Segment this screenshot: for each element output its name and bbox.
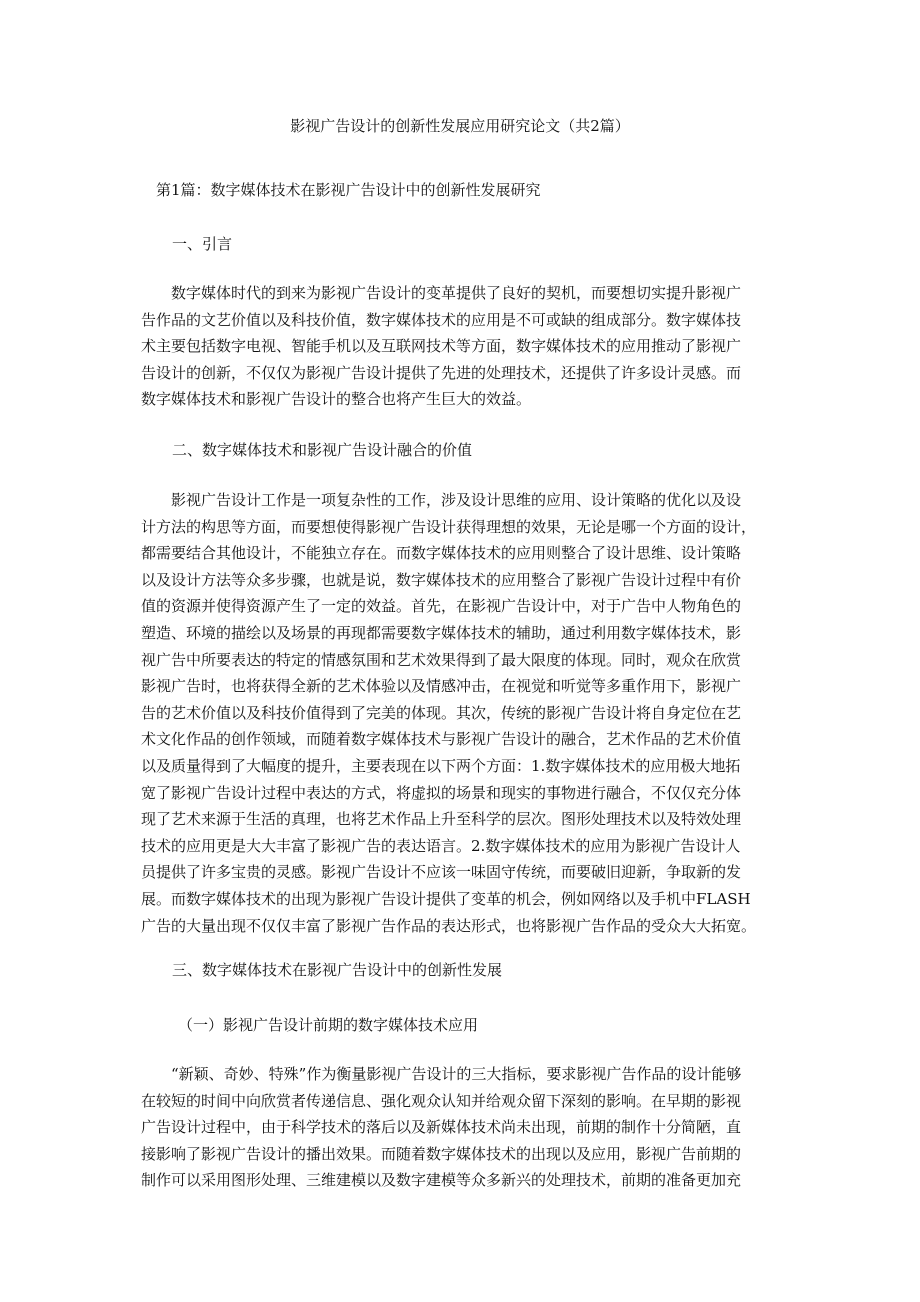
section-heading-introduction: 一、引言 (172, 235, 233, 253)
paragraph-line: 技术的应用更是大大丰富了影视广告的表达语言。2.数字媒体技术的应用为影视广告设计人 (141, 836, 741, 855)
paragraph-value (141, 487, 791, 939)
paragraph-line: 术文化作品的创作领域，而随着数字媒体技术与影视广告设计的融合，艺术作品的艺术价值 (141, 730, 742, 749)
paragraph-line: 制作可以采用图形处理、三维建模以及数字建模等众多新兴的处理技术，前期的准备更加充 (141, 1171, 742, 1190)
document-title: 影视广告设计的创新性发展应用研究论文（共2篇） (290, 117, 630, 135)
paragraph-line: 都需要结合其他设计，不能独立存在。而数字媒体技术的应用则整合了设计思维、设计策略 (141, 544, 742, 563)
paragraph-line: 视广告中所要表达的特定的情感氛围和艺术效果得到了最大限度的体现。同时，观众在欣赏 (141, 650, 742, 669)
subsection-heading-early-stage: （一）影视广告设计前期的数字媒体技术应用 (178, 1016, 479, 1034)
paragraph-line: 数字媒体时代的到来为影视广告设计的变革提供了良好的契机，而要想切实提升影视广 (171, 284, 742, 302)
paragraph-line: 现了艺术来源于生活的真理，也将艺术作品上升至科学的层次。图形处理技术以及特效处理 (141, 810, 742, 829)
paragraph-line: 广告的大量出现不仅仅丰富了影视广告作品的表达形式，也将影视广告作品的受众大大拓宽。 (141, 916, 757, 935)
paragraph-line: “新颖、奇妙、特殊”作为衡量影视广告设计的三大指标，要求影视广告作品的设计能够 (171, 1065, 742, 1083)
paragraph-line: 数字媒体技术和影视广告设计的整合也将产生巨大的效益。 (141, 390, 532, 409)
paragraph-line: 员提供了许多宝贵的灵感。影视广告设计不应该一味固守传统，而要破旧迎新，争取新的发 (141, 863, 742, 882)
paragraph-line: 术主要包括数字电视、智能手机以及互联网技术等方面，数字媒体技术的应用推动了影视广 (141, 337, 742, 356)
section-heading-value: 二、数字媒体技术和影视广告设计融合的价值 (172, 441, 473, 459)
paragraph-introduction (141, 280, 791, 413)
paragraph-line: 告作品的文艺价值以及科技价值，数字媒体技术的应用是不可或缺的组成部分。数字媒体技 (141, 310, 742, 329)
paragraph-line: 影视广告设计工作是一项复杂性的工作，涉及设计思维的应用、设计策略的优化以及设 (171, 491, 742, 509)
paragraph-line: 以及质量得到了大幅度的提升，主要表现在以下两个方面：1.数字媒体技术的应用极大地拓 (141, 756, 741, 775)
paragraph-line: 展。而数字媒体技术的出现为影视广告设计提供了变革的机会，例如网络以及手机中FLASH (141, 889, 751, 908)
paragraph-line: 广告设计过程中，由于科学技术的落后以及新媒体技术尚未出现，前期的制作十分简陋，直 (141, 1118, 742, 1137)
paragraph-line: 值的资源并使得资源产生了一定的效益。首先，在影视广告设计中，对于广告中人物角色的 (141, 597, 742, 616)
paragraph-line: 影视广告时，也将获得全新的艺术体验以及情感冲击，在视觉和听觉等多重作用下，影视广 (141, 677, 742, 696)
paragraph-line: 计方法的构思等方面，而要想使得影视广告设计获得理想的效果，无论是哪一个方面的设计， (141, 517, 757, 536)
paragraph-line: 告设计的创新，不仅仅为影视广告设计提供了先进的处理技术，还提供了许多设计灵感。而 (141, 363, 742, 382)
section-heading-innovation: 三、数字媒体技术在影视广告设计中的创新性发展 (172, 961, 503, 979)
paragraph-early-stage (141, 1061, 791, 1194)
paragraph-line: 在较短的时间中向欣赏者传递信息、强化观众认知并给观众留下深刻的影响。在早期的影视 (141, 1091, 742, 1110)
paragraph-line: 宽了影视广告设计过程中表达的方式，将虚拟的场景和现实的事物进行融合，不仅仅充分体 (141, 783, 742, 802)
paragraph-line: 告的艺术价值以及科技价值得到了完美的体现。其次，传统的影视广告设计将自身定位在艺 (141, 703, 742, 722)
paragraph-line: 接影响了影视广告设计的播出效果。而随着数字媒体技术的出现以及应用，影视广告前期的 (141, 1144, 742, 1163)
chapter-title: 第1篇：数字媒体技术在影视广告设计中的创新性发展研究 (156, 181, 541, 199)
paragraph-line: 塑造、环境的描绘以及场景的再现都需要数字媒体技术的辅助，通过利用数字媒体技术，影 (141, 623, 742, 642)
paragraph-line: 以及设计方法等众多步骤，也就是说，数字媒体技术的应用整合了影视广告设计过程中有价 (141, 570, 742, 589)
